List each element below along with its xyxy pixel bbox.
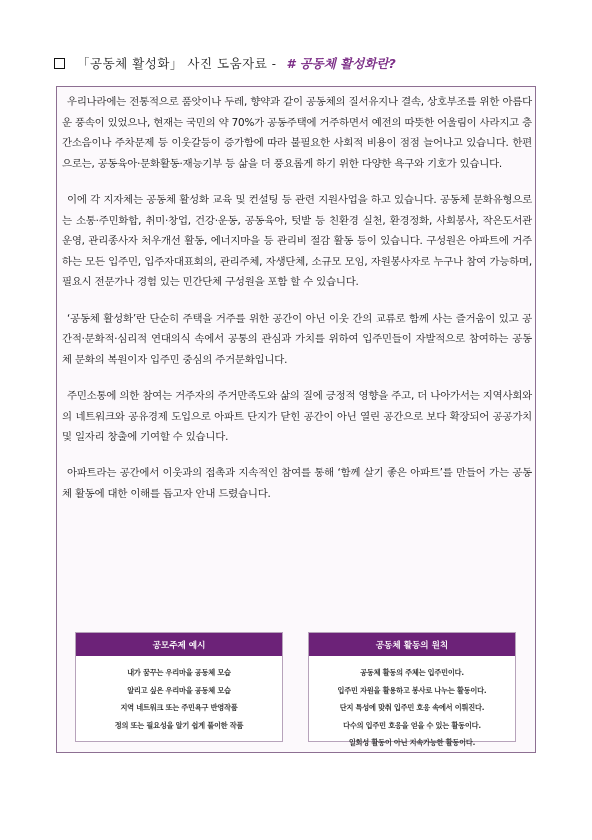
header — [54, 52, 544, 74]
card-title: 공동체 활동의 원칙 — [309, 633, 515, 656]
list-item: 알리고 싶은 우리마을 공동체 모습 — [127, 685, 231, 695]
paragraph: 우리나라에는 전통적으로 품앗이나 두레, 향약과 같이 공동체의 질서유지나 결속, 상호부조를 위한 아름다운 풍속이 있었으나, 현재는 국민의 약 70%가 공동주택에 거주하면서 예전의 따뜻한 어울림이 사라지고 층간소음이나 주차문제 등 이웃갈등이 증가함에 따라 불필요한 사회적 비용이 점점 늘어나고 있습니다. 한편으로는, 공동육아·문화활동·재능기부 등 삶을 더 풍요롭게 하기 위한 다양한 욕구와 기호가 있습니다. — [62, 96, 532, 170]
activity-principles-card — [308, 632, 516, 747]
list-item: 정의 또는 필요성을 알기 쉽게 풀이한 작품 — [114, 720, 244, 730]
topic-examples-card — [75, 632, 283, 742]
list-item: 입주민 자원을 활용하고 봉사로 나누는 활동이다. — [337, 685, 487, 695]
card-list — [309, 656, 515, 752]
list-item: 공동체 활동의 주체는 입주민이다. — [360, 668, 464, 677]
list-item: 단지 특성에 맞춰 입주민 호응 속에서 이뤄진다. — [339, 703, 485, 712]
list-item: 다수의 입주민 호응을 얻을 수 있는 활동이다. — [343, 720, 481, 730]
card-list — [76, 656, 282, 734]
checkbox-icon — [54, 58, 65, 69]
page-title: 「공동체 활성화」 사진 도움자료 - — [77, 56, 277, 71]
list-item: 내가 꿈꾸는 우리마을 공동체 모습 — [127, 668, 231, 677]
list-item: 지역 네트워크 또는 주민욕구 반영작품 — [120, 703, 238, 712]
paragraph: 아파트라는 공간에서 이웃과의 접촉과 지속적인 참여를 통해 ‘함께 살기 좋은 아파트’를 만들어 가는 공동체 활동에 대한 이해를 돕고자 안내 드렸습니다. — [62, 467, 532, 500]
paragraph: ‘공동체 활성화’란 단순히 주택을 거주를 위한 공간이 아닌 이웃 간의 교류로 함께 사는 즐거움이 있고 공간적·문화적·심리적 연대의식 속에서 공통의 관심과 가치를 위하여 입주민들이 자발적으로 참여하는 공동체 문화의 복원이자 입주민 중심의 주거문화입니다. — [62, 312, 532, 366]
paragraph: 이에 각 지자체는 공동체 활성화 교육 및 컨설팅 등 관련 지원사업을 하고 있습니다. 공동체 문화유형으로는 소통·주민화합, 취미·창업, 건강·운동, 공동육아, 텃밭 등 친환경 실천, 환경정화, 사회봉사, 작은도서관 운영, 관리종사자 처우개선 활동, 에너지마을 등 관리비 절감 활동 등이 있습니다. 구성원은 아파트에 거주하는 모든 입주민, 입주자대표회의, 관리주체, 자생단체, 소규모 모임, 자원봉사자로 누구나 참여 가능하며, 필요시 전문가나 경험 있는 민간단체 구성원을 포함 할 수 있습니다. — [62, 193, 532, 289]
paragraph: 주민소통에 의한 참여는 거주자의 주거만족도와 삶의 질에 긍정적 영향을 주고, 더 나아가서는 지역사회와의 네트워크와 공유경제 도입으로 아파트 단지가 닫힌 공간이 아닌 열린 공간으로 보다 확장되어 공공가치 및 일자리 창출에 기여할 수 있습니다. — [62, 389, 532, 444]
card-title: 공모주제 예시 — [76, 633, 282, 656]
body-text — [62, 92, 532, 520]
page-subtitle: # 공동체 활성화란? — [286, 56, 396, 71]
list-item: 일회성 활동이 아닌 지속가능한 활동이다. — [348, 738, 476, 747]
